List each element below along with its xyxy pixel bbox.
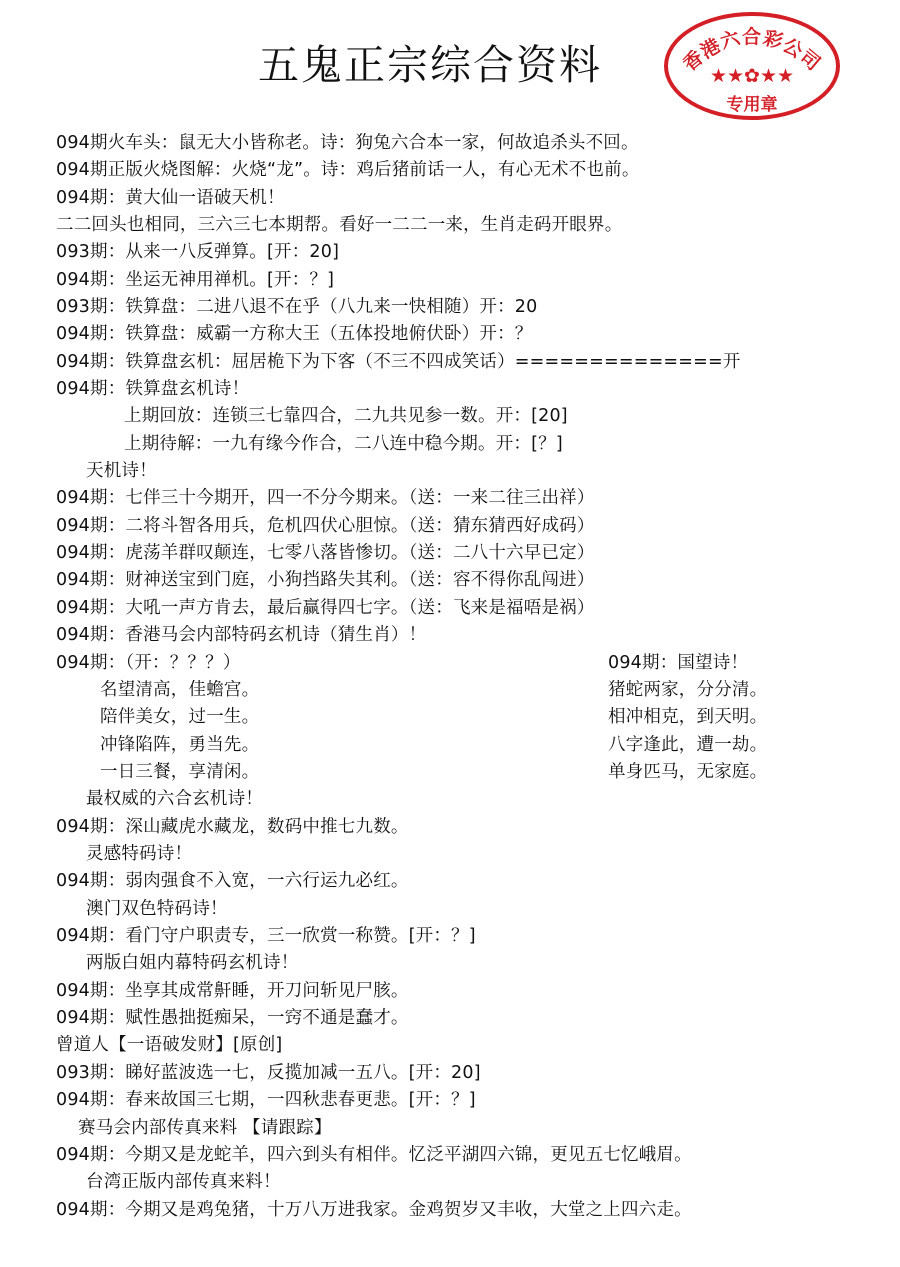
poem-line-right: 相冲相克，到天明。: [608, 707, 768, 727]
text-line: 094期：虎荡羊群叹颠连，七零八落皆惨切。（送：二八十六早已定）: [56, 543, 595, 563]
text-line: 二二回头也相同，三六三七本期帮。看好一二二一来，生肖走码开眼界。: [56, 215, 623, 235]
text-line: 094期：（开：？？？）: [56, 653, 241, 673]
poem-line-right: 猪蛇两家，分分清。: [608, 680, 768, 700]
text-line: 上期回放：连锁三七靠四合，二九共见参一数。开：[20]: [124, 406, 568, 426]
poem-line-right: 单身匹马，无家庭。: [608, 762, 768, 782]
section-heading: 曾道人【一语破发财】[原创]: [56, 1035, 283, 1055]
text-line: 093期：铁算盘：二进八退不在乎（八九来一快相随）开：20: [56, 297, 538, 317]
section-heading: 最权威的六合玄机诗！: [86, 789, 263, 809]
text-line: 094期：财神送宝到门庭，小狗挡路失其利。（送：容不得你乱闯进）: [56, 570, 595, 590]
text-line: 094期：今期又是龙蛇羊，四六到头有相伴。忆泛平湖四六锦，更见五七忆峨眉。: [56, 1145, 692, 1165]
poem-line-left: 陪伴美女，过一生。: [100, 707, 260, 727]
poem-line-left: 冲锋陷阵，勇当先。: [100, 735, 260, 755]
text-line: 094期：铁算盘：威霸一方称大王（五体投地俯伏卧）开：？: [56, 324, 533, 344]
text-line: 094期：黄大仙一语破天机！: [56, 188, 285, 208]
text-line: 094期：看门守户职责专，三一欣赏一称赞。[开：？]: [56, 926, 476, 946]
text-line: 上期待解：一九有缘今作合，二八连中稳今期。开：[？]: [124, 434, 563, 454]
text-line: 094期：七伴三十今期开，四一不分今期来。（送：一来二往三出祥）: [56, 488, 595, 508]
text-line: 094期火车头：鼠无大小皆称老。诗：狗兔六合本一家，何故追杀头不回。: [56, 133, 639, 153]
text-line: 093期：从来一八反弹算。[开：20]: [56, 242, 340, 262]
section-heading: 灵感特码诗！: [86, 844, 193, 864]
text-line: 094期：坐享其成常鼾睡，开刀问斩见尸胲。: [56, 981, 409, 1001]
text-line: 094期：香港马会内部特码玄机诗（猜生肖）！: [56, 625, 427, 645]
poem-line-left: 名望清高，佳蟾宫。: [100, 680, 260, 700]
seal-bottom-text: 专用章: [726, 95, 778, 115]
section-heading: 台湾正版内部传真来料！: [86, 1172, 281, 1192]
section-heading: 澳门双色特码诗！: [86, 899, 228, 919]
text-line: 094期正版火烧图解：火烧“龙”。诗：鸡后猪前话一人，有心无术不也前。: [56, 160, 640, 180]
text-line: 094期：赋性愚拙挺痴呆，一窍不通是蠢才。: [56, 1008, 409, 1028]
poem-line-left: 一日三餐，享清闲。: [100, 762, 260, 782]
poem-heading-right: 094期：国望诗！: [608, 653, 749, 673]
section-heading: 两版白姐内幕特码玄机诗！: [86, 953, 299, 973]
text-line: 093期：睇好蓝波选一七，反揽加减一五八。[开：20]: [56, 1063, 481, 1083]
seal-stars: ★★✿★★: [709, 65, 795, 87]
text-line: 094期：深山藏虎水藏龙，数码中推七九数。: [56, 817, 409, 837]
company-seal-stamp: [664, 12, 840, 120]
text-line: 094期：大吼一声方肯去，最后赢得四七字。（送：飞来是福唔是祸）: [56, 598, 595, 618]
text-line: 094期：春来故国三七期，一四秋悲春更悲。[开：？]: [56, 1090, 476, 1110]
text-line: 094期：铁算盘玄机诗！: [56, 379, 250, 399]
text-line: 094期：铁算盘玄机：屈居桅下为下客（不三不四成笑话）==============开: [56, 352, 741, 372]
text-line: 094期：坐运无神用禅机。[开：？]: [56, 270, 335, 290]
svg-text:香港六合彩公司: 香港六合彩公司: [679, 26, 825, 76]
section-heading: 赛马会内部传真来料 【请跟踪】: [78, 1118, 332, 1138]
text-line: 094期：今期又是鸡兔猪，十万八万进我家。金鸡贺岁又丰收，大堂之上四六走。: [56, 1200, 692, 1220]
text-line: 094期：弱肉强食不入宽，一六行运九必红。: [56, 871, 409, 891]
text-line: 094期：二将斗智各用兵，危机四伏心胆惊。（送：猜东猜西好成码）: [56, 516, 595, 536]
section-heading: 天机诗！: [86, 461, 157, 481]
poem-line-right: 八字逢此，遭一劫。: [608, 735, 768, 755]
page-title: 五鬼正宗综合资料: [258, 41, 602, 89]
